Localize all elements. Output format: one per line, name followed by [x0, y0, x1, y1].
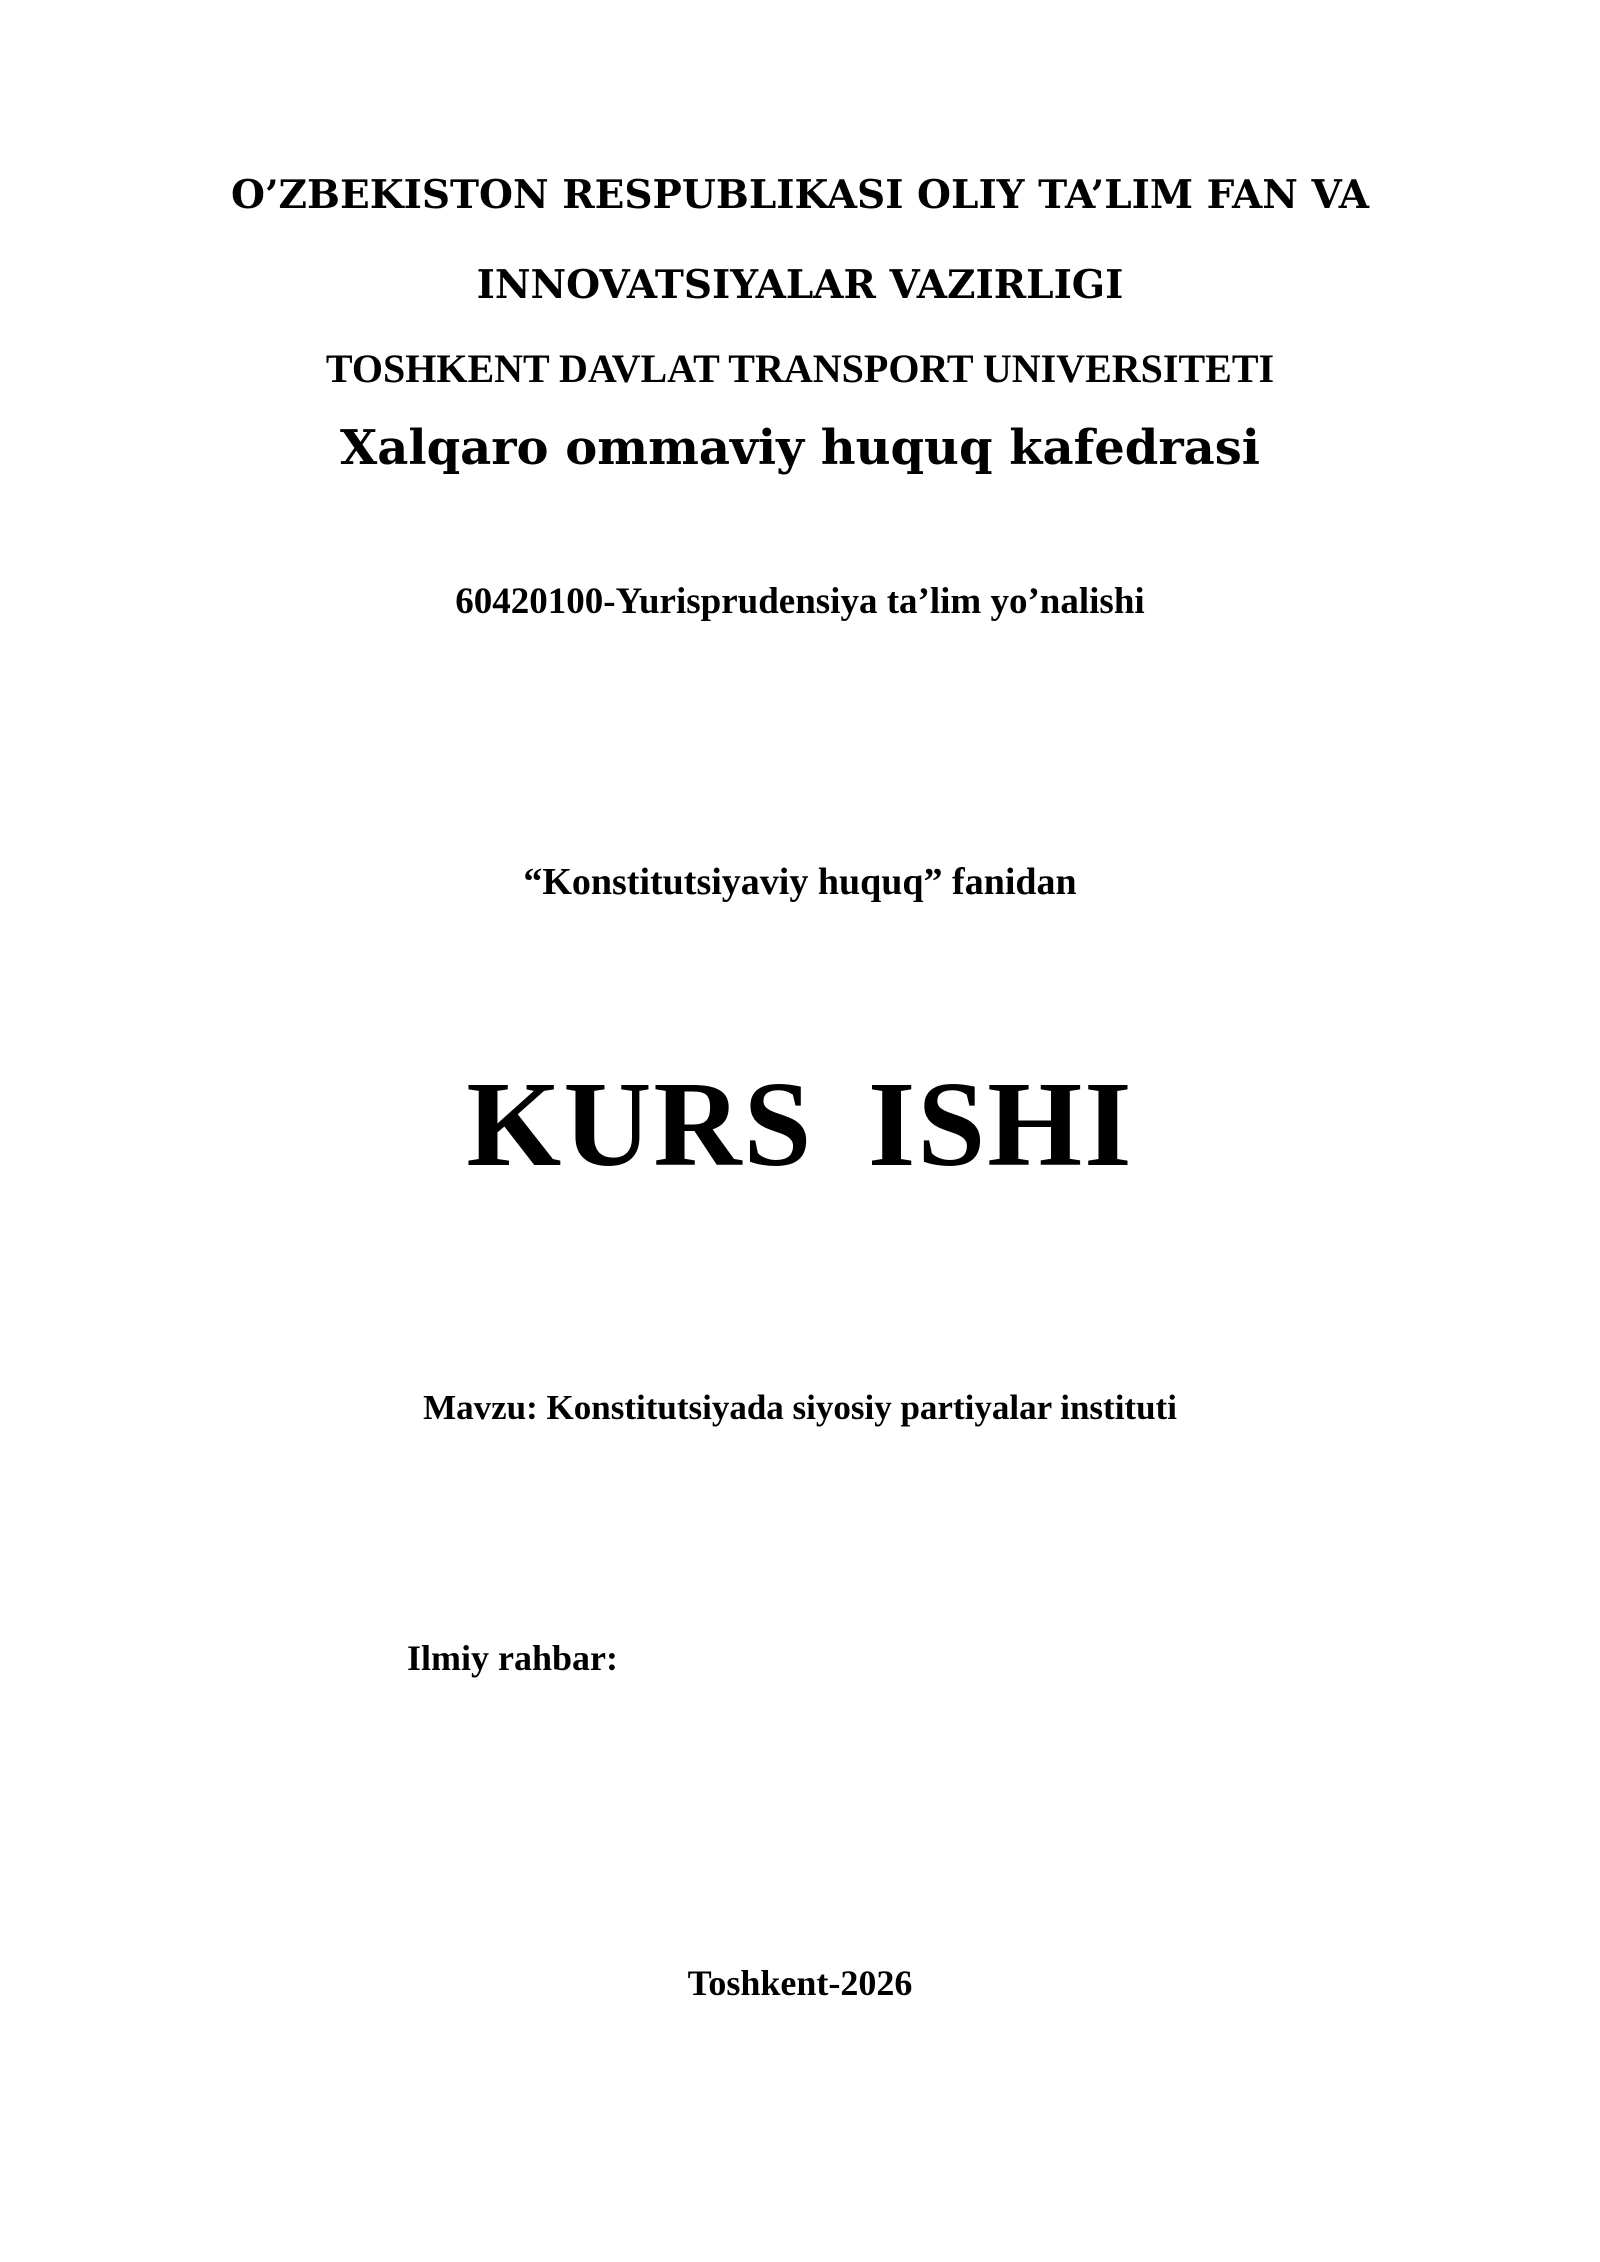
university-name: TOSHKENT DAVLAT TRANSPORT UNIVERSITETI: [325, 346, 1275, 391]
subject-name: “Konstitutsiyaviy huquq” fanidan: [523, 861, 1077, 903]
topic-line: Mavzu: Konstitutsiyada siyosiy partiyalar instituti: [423, 1388, 1177, 1427]
ministry-name-line-2: INNOVATSIYALAR VAZIRLIGI: [476, 262, 1124, 308]
department-name: Xalqaro ommaviy huquq kafedrasi: [340, 420, 1260, 476]
program-name: 60420100-Yurisprudensiya ta’lim yo’nalishi: [455, 581, 1145, 622]
document-type-title: KURS ISHI: [466, 1057, 1134, 1192]
city-year: Toshkent-2026: [687, 1963, 913, 2003]
ministry-name-line-1: O’ZBEKISTON RESPUBLIKASI OLIY TA’LIM FAN VA: [230, 172, 1369, 218]
supervisor-label: Ilmiy rahbar:: [407, 1638, 618, 1678]
